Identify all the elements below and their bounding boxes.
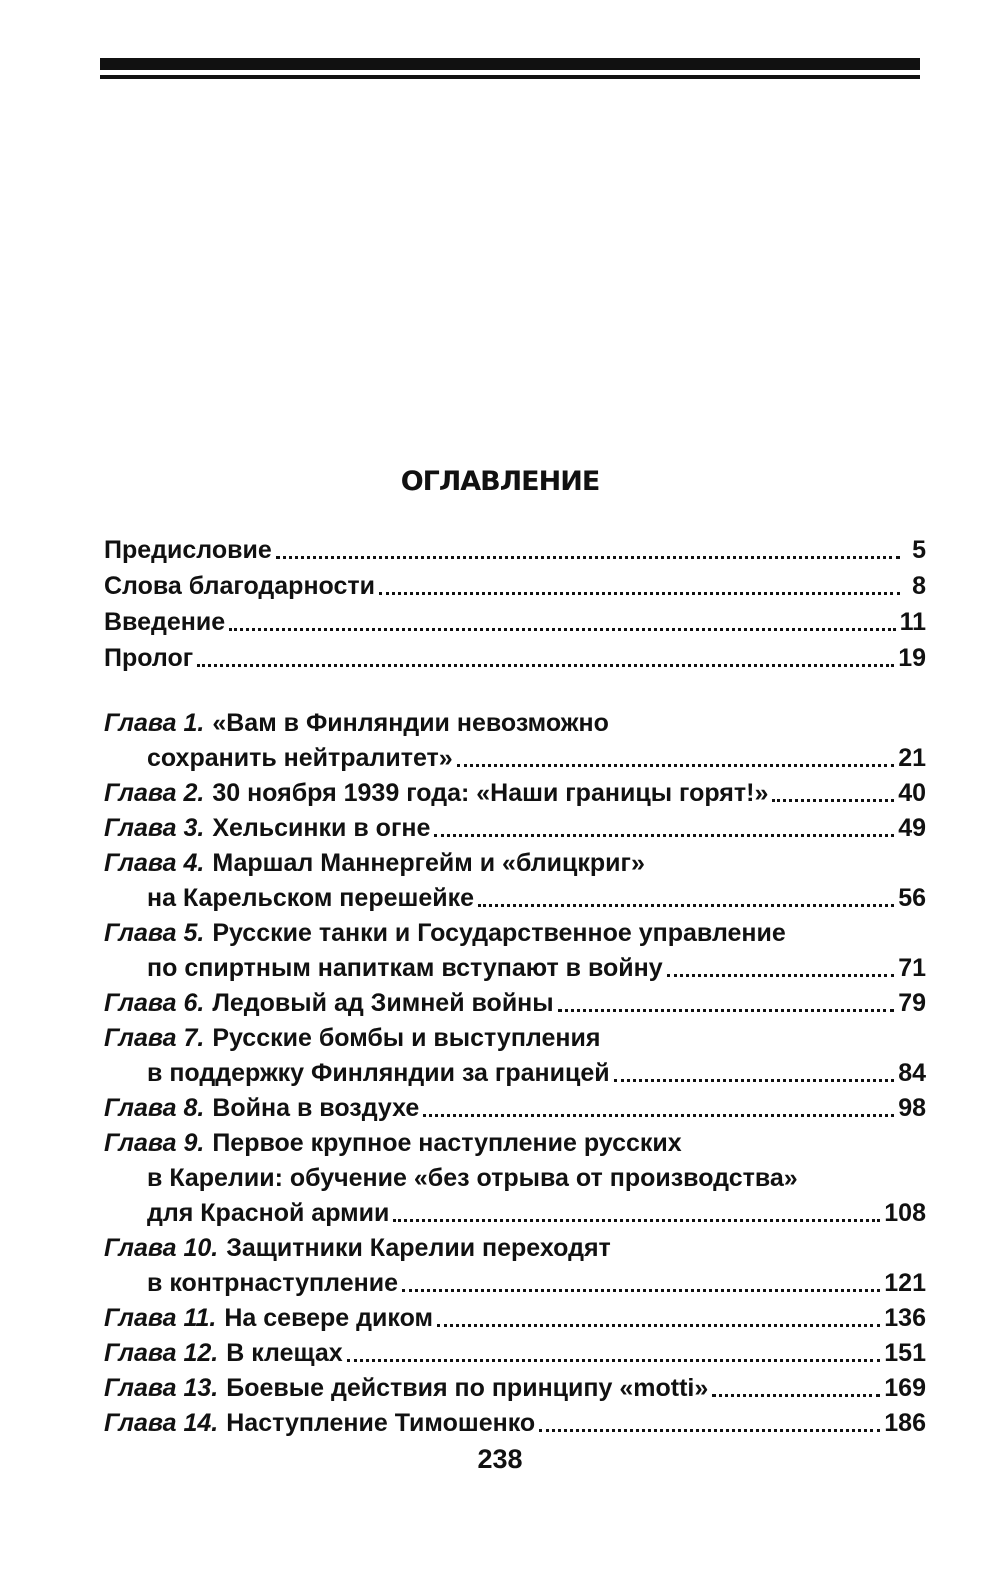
toc-entry[interactable] xyxy=(104,640,926,676)
leader-dots xyxy=(478,904,894,907)
chapter-entry[interactable] xyxy=(104,1021,926,1091)
chapter-page: 71 xyxy=(898,954,926,982)
chapter-title-line: в Карелии: обучение «без отрыва от производства» xyxy=(147,1164,798,1192)
toc-entry-text: Введение xyxy=(104,608,226,636)
chapter-page: 121 xyxy=(884,1269,926,1297)
chapter-entry[interactable] xyxy=(104,1126,926,1231)
chapter-entry[interactable] xyxy=(104,986,926,1021)
chapter-page: 186 xyxy=(884,1409,926,1437)
leader-dots xyxy=(614,1079,895,1082)
chapter-title-line: Ледовый ад Зимней войны xyxy=(212,989,554,1017)
chapter-page: 136 xyxy=(884,1304,926,1332)
chapter-title-line: в поддержку Финляндии за границей xyxy=(147,1059,610,1087)
leader-dots xyxy=(457,764,895,767)
leader-dots xyxy=(347,1359,881,1362)
chapter-title-line: «Вам в Финляндии невозможно xyxy=(212,709,609,737)
toc-entry-text: Предисловие xyxy=(104,536,272,564)
toc-entry[interactable] xyxy=(104,532,926,568)
leader-dots xyxy=(197,664,894,667)
leader-dots xyxy=(379,592,900,595)
toc-entry-page: 5 xyxy=(912,536,926,564)
chapter-label: Глава 6. xyxy=(104,989,205,1017)
chapter-title-line: Хельсинки в огне xyxy=(212,814,431,842)
chapter-page: 49 xyxy=(898,814,926,842)
chapter-title-line: В клещах xyxy=(226,1339,343,1367)
chapter-entry[interactable] xyxy=(104,1406,926,1441)
chapter-title-line: На севере диком xyxy=(224,1304,434,1332)
chapter-page: 40 xyxy=(898,779,926,807)
chapter-label: Глава 1. xyxy=(104,709,205,737)
leader-dots xyxy=(558,1009,895,1012)
leader-dots xyxy=(276,556,900,559)
toc-entry-text: Пролог xyxy=(104,644,194,672)
chapter-label: Глава 4. xyxy=(104,849,205,877)
chapter-entry[interactable] xyxy=(104,1336,926,1371)
chapter-label: Глава 7. xyxy=(104,1024,205,1052)
front-matter-list xyxy=(104,532,926,676)
chapter-label: Глава 5. xyxy=(104,919,205,947)
chapter-label: Глава 3. xyxy=(104,814,205,842)
chapter-page: 56 xyxy=(898,884,926,912)
chapter-label: Глава 11. xyxy=(104,1304,217,1332)
chapter-label: Глава 13. xyxy=(104,1374,219,1402)
leader-dots xyxy=(229,628,895,631)
leader-dots xyxy=(402,1289,880,1292)
chapter-title-line: Наступление Тимошенко xyxy=(226,1409,536,1437)
chapter-title-line: по спиртным напиткам вступают в войну xyxy=(147,954,663,982)
chapter-label: Глава 9. xyxy=(104,1129,205,1157)
toc-entry[interactable] xyxy=(104,604,926,640)
chapter-title-line: Война в воздухе xyxy=(212,1094,420,1122)
chapter-entry[interactable] xyxy=(104,916,926,986)
chapter-entry[interactable] xyxy=(104,1231,926,1301)
top-rule-thin xyxy=(100,75,920,79)
chapter-page: 151 xyxy=(884,1339,926,1367)
chapter-entry[interactable] xyxy=(104,846,926,916)
leader-dots xyxy=(772,799,894,802)
chapter-entry[interactable] xyxy=(104,1301,926,1336)
toc-entry-text: Слова благодарности xyxy=(104,572,375,600)
chapter-title-line: Маршал Маннергейм и «блицкриг» xyxy=(212,849,645,877)
chapter-title-line: для Красной армии xyxy=(147,1199,390,1227)
chapter-page: 108 xyxy=(884,1199,926,1227)
toc-entry-page: 11 xyxy=(899,608,926,636)
chapter-page: 84 xyxy=(898,1059,926,1087)
chapter-label: Глава 2. xyxy=(104,779,205,807)
page-number: 238 xyxy=(477,1444,523,1474)
chapter-title-line: Первое крупное наступление русских xyxy=(212,1129,682,1157)
chapter-title-line: Боевые действия по принципу «motti» xyxy=(226,1374,709,1402)
chapter-list xyxy=(104,706,926,1441)
chapter-entry[interactable] xyxy=(104,776,926,811)
leader-dots xyxy=(539,1429,880,1432)
leader-dots xyxy=(712,1394,880,1397)
leader-dots xyxy=(667,974,895,977)
chapter-entry[interactable] xyxy=(104,1371,926,1406)
leader-dots xyxy=(434,834,894,837)
toc-entry-page: 8 xyxy=(912,572,926,600)
chapter-title-line: Русские танки и Государственное управление xyxy=(212,919,786,947)
toc-entry[interactable] xyxy=(104,568,926,604)
table-of-contents xyxy=(104,532,926,1441)
chapter-entry[interactable] xyxy=(104,811,926,846)
leader-dots xyxy=(393,1219,880,1222)
chapter-label: Глава 8. xyxy=(104,1094,205,1122)
chapter-page: 98 xyxy=(898,1094,926,1122)
chapter-title-line: Русские бомбы и выступления xyxy=(212,1024,601,1052)
chapter-title-line: сохранить нейтралитет» xyxy=(147,744,453,772)
toc-title: ОГЛАВЛЕНИЕ xyxy=(400,466,600,497)
chapter-title-line: Защитники Карелии переходят xyxy=(226,1234,611,1262)
chapter-label: Глава 14. xyxy=(104,1409,219,1437)
chapter-title-line: 30 ноября 1939 года: «Наши границы горят!» xyxy=(212,779,769,807)
toc-entry-page: 19 xyxy=(898,644,926,672)
chapter-page: 21 xyxy=(898,744,926,772)
chapter-title-line: на Карельском перешейке xyxy=(147,884,475,912)
chapter-page: 79 xyxy=(898,989,926,1017)
leader-dots xyxy=(423,1114,894,1117)
chapter-page: 169 xyxy=(884,1374,926,1402)
chapter-label: Глава 10. xyxy=(104,1234,219,1262)
leader-dots xyxy=(437,1324,880,1327)
chapter-entry[interactable] xyxy=(104,1091,926,1126)
chapter-entry[interactable] xyxy=(104,706,926,776)
top-rule-thick xyxy=(100,58,920,70)
chapter-label: Глава 12. xyxy=(104,1339,219,1367)
chapter-title-line: в контрнаступление xyxy=(147,1269,398,1297)
